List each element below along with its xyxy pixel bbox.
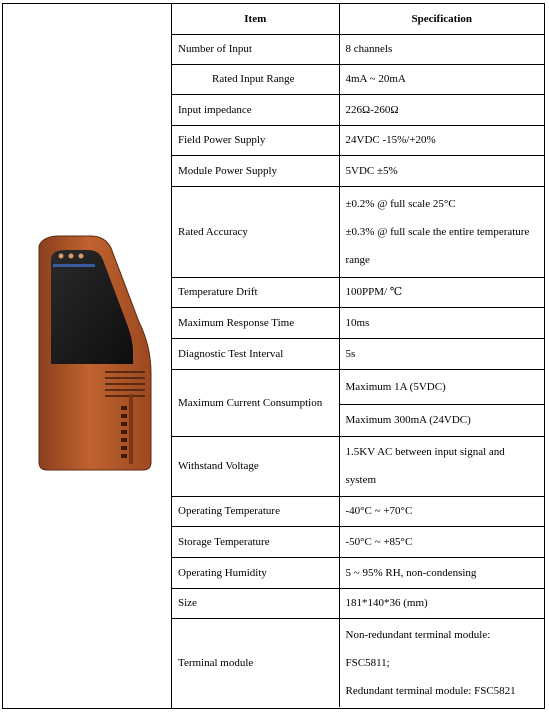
value-line: range (345, 253, 370, 266)
row-value: 8 channels (339, 34, 544, 64)
table-row (172, 526, 544, 557)
table-row (172, 557, 544, 588)
row-value: 10ms (339, 307, 544, 338)
table-row (172, 338, 544, 369)
row-value: 5VDC ±5% (339, 155, 544, 186)
table-row (172, 186, 544, 277)
io-module-photo (29, 234, 159, 474)
row-label: Withstand Voltage (172, 436, 339, 496)
value-line: Redundant terminal module: FSC5821 (345, 684, 516, 697)
row-label: Operating Humidity (172, 557, 339, 588)
row-value: -50°C ~ +85°C (339, 526, 544, 557)
row-value: 24VDC -15%/+20% (339, 125, 544, 155)
header-specification: Specification (339, 4, 544, 34)
value-line: system (345, 474, 377, 486)
table-row (172, 369, 544, 404)
row-value (339, 186, 544, 277)
row-value: 181*140*36 (mm) (339, 588, 544, 618)
table-row (172, 496, 544, 526)
row-value: 100PPM/ ℃ (339, 277, 544, 307)
table-row (172, 64, 544, 94)
row-value (339, 436, 544, 496)
row-label: Input impedance (172, 94, 339, 125)
table-row (172, 125, 544, 155)
row-label: Rated Accuracy (172, 186, 339, 277)
row-value: Maximum 300mA (24VDC) (339, 404, 544, 436)
row-label: Operating Temperature (172, 496, 339, 526)
row-label: Size (172, 588, 339, 618)
value-line: Non-redundant terminal module: (345, 628, 491, 641)
product-image-cell (3, 4, 172, 708)
row-label: Terminal module (172, 618, 339, 707)
table-row (172, 618, 544, 707)
row-label: Maximum Current Consumption (172, 369, 339, 436)
row-value: -40°C ~ +70°C (339, 496, 544, 526)
table-header-row (172, 4, 544, 34)
header-item: Item (172, 4, 339, 34)
row-label: Number of Input (172, 34, 339, 64)
row-label: Rated Input Range (172, 64, 339, 94)
row-label: Maximum Response Time (172, 307, 339, 338)
table-row (172, 588, 544, 618)
value-line: ±0.3% @ full scale the entire temperature (345, 225, 530, 238)
row-label: Temperature Drift (172, 277, 339, 307)
value-line: ±0.2% @ full scale 25°C (345, 197, 456, 210)
value-line: FSC5811; (345, 656, 390, 669)
row-value: 226Ω-260Ω (339, 94, 544, 125)
table-row (172, 436, 544, 496)
row-label: Module Power Supply (172, 155, 339, 186)
row-value: Maximum 1A (5VDC) (339, 369, 544, 404)
specification-table (172, 4, 544, 707)
row-value: 4mA ~ 20mA (339, 64, 544, 94)
table-row (172, 155, 544, 186)
table-row (172, 277, 544, 307)
row-value: 5 ~ 95% RH, non-condensing (339, 557, 544, 588)
spec-sheet (2, 3, 545, 709)
table-row (172, 94, 544, 125)
row-value: 5s (339, 338, 544, 369)
row-label: Diagnostic Test Interval (172, 338, 339, 369)
table-row (172, 34, 544, 64)
value-line: 1.5KV AC between input signal and (345, 446, 505, 458)
row-label: Storage Temperature (172, 526, 339, 557)
row-value (339, 618, 544, 707)
row-label: Field Power Supply (172, 125, 339, 155)
table-row (172, 307, 544, 338)
